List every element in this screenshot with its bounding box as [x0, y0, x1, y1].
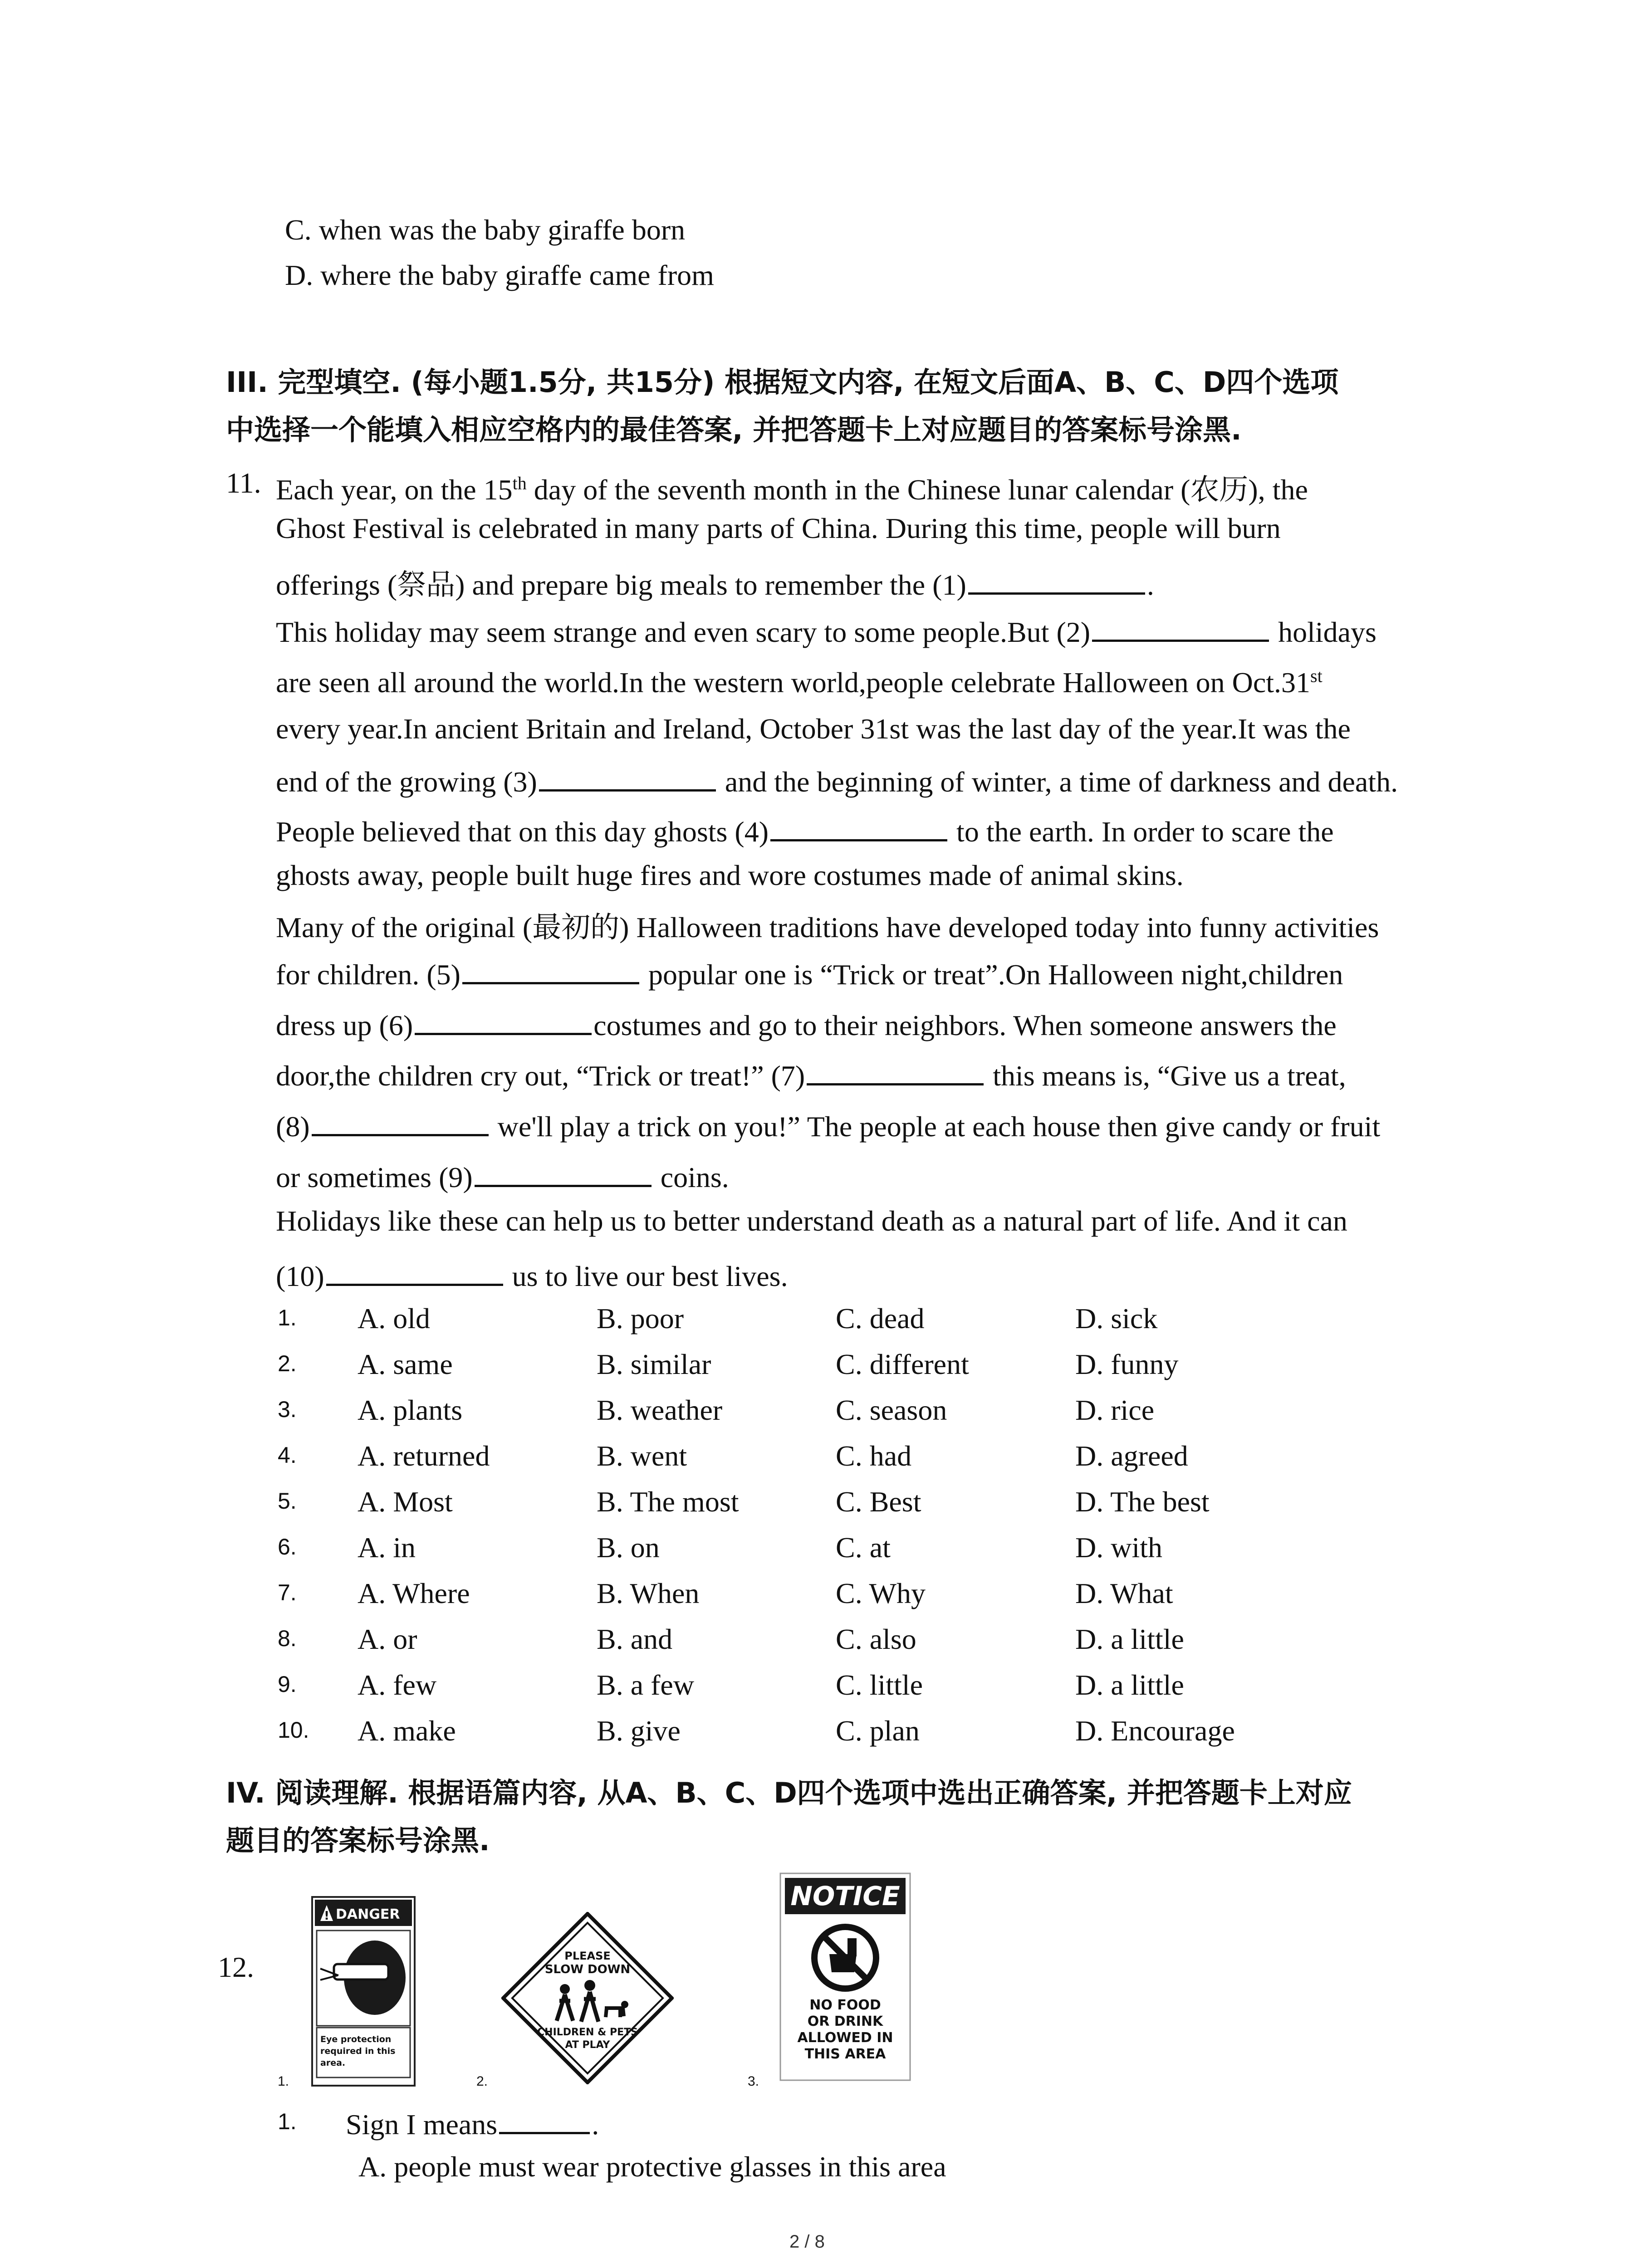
svg-text:OR DRINK: OR DRINK: [807, 2014, 883, 2029]
option-b: B. The most: [597, 1486, 739, 1518]
passage-line-6: every year.In ancient Britain and Ireland, October 31st was the last day of the year.It was the: [276, 713, 1351, 745]
question-12-number: 12.: [218, 1951, 254, 1983]
passage-line-4: This holiday may seem strange and even scary to some people.But (2) holidays: [276, 612, 1376, 649]
svg-text:required in this: required in this: [320, 2046, 396, 2056]
section-4-heading-line2: 题目的答案标号涂黑.: [226, 1824, 490, 1857]
section-4-heading-line1: IV. 阅读理解. 根据语篇内容, 从A、B、C、D四个选项中选出正确答案, 并把答题卡上对应: [226, 1776, 1352, 1809]
option-c: C. Why: [836, 1577, 926, 1609]
blank-1: [968, 565, 1145, 595]
option-c: C. had: [836, 1440, 912, 1472]
passage-line-16: Holidays like these can help us to better understand death as a natural part of life. And it can: [276, 1205, 1347, 1237]
option-a: A. returned: [358, 1440, 490, 1472]
svg-text:AT PLAY: AT PLAY: [565, 2039, 610, 2051]
blank-8: [312, 1107, 489, 1136]
prev-option-d: D. where the baby giraffe came from: [285, 259, 714, 291]
passage-line-9: ghosts away, people built huge fires and wore costumes made of animal skins.: [276, 859, 1184, 891]
sign-2-label: 2.: [476, 2074, 488, 2089]
slow-down-sign-icon: [501, 1912, 674, 2084]
prev-option-c: C. when was the baby giraffe born: [285, 214, 686, 246]
option-c: C. at: [836, 1531, 891, 1564]
option-a: A. same: [358, 1348, 453, 1380]
option-row-number: 7.: [278, 1580, 297, 1605]
svg-text:area.: area.: [320, 2058, 346, 2068]
option-a: A. Where: [358, 1577, 470, 1609]
option-d: D. a little: [1075, 1623, 1184, 1655]
svg-text:SLOW DOWN: SLOW DOWN: [544, 1963, 631, 1976]
blank-10: [326, 1256, 503, 1286]
option-d: D. sick: [1075, 1302, 1158, 1334]
option-c: C. dead: [836, 1302, 925, 1334]
passage-line-7: end of the growing (3) and the beginning of winter, a time of darkness and death.: [276, 762, 1398, 799]
option-row-number: 5.: [278, 1488, 297, 1514]
answer-blank: [499, 2105, 590, 2134]
option-a: A. old: [358, 1302, 430, 1334]
option-a: A. plants: [358, 1394, 463, 1426]
option-row-number: 4.: [278, 1442, 297, 1468]
option-row-number: 6.: [278, 1534, 297, 1559]
option-b: B. went: [597, 1440, 687, 1472]
passage-line-12: dress up (6) costumes and go to their neighbors. When someone answers the: [276, 1006, 1337, 1042]
svg-text:DANGER: DANGER: [336, 1906, 400, 1922]
option-row-number: 9.: [278, 1672, 297, 1697]
option-d: D. funny: [1075, 1348, 1179, 1380]
passage-line-17: (10) us to live our best lives.: [276, 1256, 788, 1293]
sign-danger: [311, 1896, 416, 2087]
section-3-heading-line1: III. 完型填空. (每小题1.5分, 共15分) 根据短文内容, 在短文后面A、B、C、D四个选项: [226, 366, 1339, 399]
option-d: D. with: [1075, 1531, 1162, 1564]
q12-subquestion-text: Sign I means .: [346, 2105, 599, 2141]
option-b: B. a few: [597, 1669, 695, 1701]
passage-line-5: are seen all around the world.In the western world,people celebrate Halloween on Oct.31st: [276, 665, 1323, 699]
sign-notice: [779, 1872, 911, 2081]
option-b: B. poor: [597, 1302, 684, 1334]
passage-line-14: (8) we'll play a trick on you!” The people at each house then give candy or fruit: [276, 1107, 1380, 1144]
blank-5: [462, 955, 639, 984]
passage-line-1: Each year, on the 15th day of the seventh month in the Chinese lunar calendar (农历), the: [276, 473, 1308, 506]
question-11-number: 11.: [226, 467, 261, 499]
passage-line-11: for children. (5) popular one is “Trick or treat”.On Halloween night,children: [276, 955, 1343, 992]
blank-3: [539, 762, 716, 792]
svg-text:NOTICE: NOTICE: [790, 1881, 900, 1911]
option-row-number: 3.: [278, 1397, 297, 1422]
svg-text:CHILDREN & PETS: CHILDREN & PETS: [537, 2027, 638, 2038]
passage-line-3: offerings (祭品) and prepare big meals to remember the (1) .: [276, 562, 1154, 603]
option-c: C. also: [836, 1623, 916, 1655]
q12-option-a: A. people must wear protective glasses in this area: [358, 2151, 946, 2183]
svg-text:PLEASE: PLEASE: [564, 1950, 611, 1962]
option-b: B. on: [597, 1531, 660, 1564]
blank-4: [770, 812, 947, 841]
notice-sign-icon: [779, 1872, 911, 2081]
option-a: A. make: [358, 1715, 456, 1747]
option-a: A. or: [358, 1623, 417, 1655]
option-c: C. little: [836, 1669, 923, 1701]
danger-sign-icon: [311, 1896, 416, 2087]
svg-text:!: !: [324, 1909, 329, 1923]
option-b: B. and: [597, 1623, 673, 1655]
option-c: C. different: [836, 1348, 969, 1380]
option-c: C. plan: [836, 1715, 920, 1747]
passage-line-13: door,the children cry out, “Trick or treat!” (7) this means is, “Give us a treat,: [276, 1056, 1346, 1093]
option-b: B. similar: [597, 1348, 711, 1380]
option-d: D. rice: [1075, 1394, 1155, 1426]
passage-line-8: People believed that on this day ghosts (4) to the earth. In order to scare the: [276, 812, 1334, 849]
svg-text:Eye protection: Eye protection: [320, 2034, 392, 2044]
option-a: A. Most: [358, 1486, 453, 1518]
svg-text:THIS AREA: THIS AREA: [804, 2046, 886, 2062]
sign-slow-down: [501, 1912, 674, 2084]
option-d: D. What: [1075, 1577, 1173, 1609]
sign-1-label: 1.: [278, 2074, 289, 2089]
option-d: D. Encourage: [1075, 1715, 1235, 1747]
option-row-number: 10.: [278, 1717, 309, 1743]
option-b: B. When: [597, 1577, 700, 1609]
passage-line-10: Many of the original (最初的) Halloween traditions have developed today into funny activities: [276, 911, 1379, 943]
q12-subquestion-number: 1.: [278, 2109, 297, 2134]
option-b: B. give: [597, 1715, 681, 1747]
option-d: D. The best: [1075, 1486, 1210, 1518]
option-a: A. few: [358, 1669, 437, 1701]
page-number: 2 / 8: [789, 2232, 825, 2252]
option-b: B. weather: [597, 1394, 723, 1426]
option-d: D. a little: [1075, 1669, 1184, 1701]
option-c: C. Best: [836, 1486, 921, 1518]
blank-6: [415, 1006, 592, 1035]
option-row-number: 1.: [278, 1305, 297, 1330]
option-row-number: 2.: [278, 1351, 297, 1376]
blank-2: [1092, 612, 1269, 642]
sign-3-label: 3.: [748, 2074, 759, 2089]
svg-text:NO FOOD: NO FOOD: [809, 1997, 881, 2013]
blank-9: [475, 1158, 652, 1187]
option-row-number: 8.: [278, 1626, 297, 1651]
section-3-heading-line2: 中选择一个能填入相应空格内的最佳答案, 并把答题卡上对应题目的答案标号涂黑.: [226, 413, 1242, 446]
blank-7: [807, 1056, 984, 1085]
option-c: C. season: [836, 1394, 947, 1426]
passage-line-15: or sometimes (9) coins.: [276, 1158, 729, 1194]
option-a: A. in: [358, 1531, 416, 1564]
svg-text:ALLOWED IN: ALLOWED IN: [797, 2030, 893, 2046]
option-d: D. agreed: [1075, 1440, 1188, 1472]
passage-line-2: Ghost Festival is celebrated in many parts of China. During this time, people will burn: [276, 512, 1281, 544]
